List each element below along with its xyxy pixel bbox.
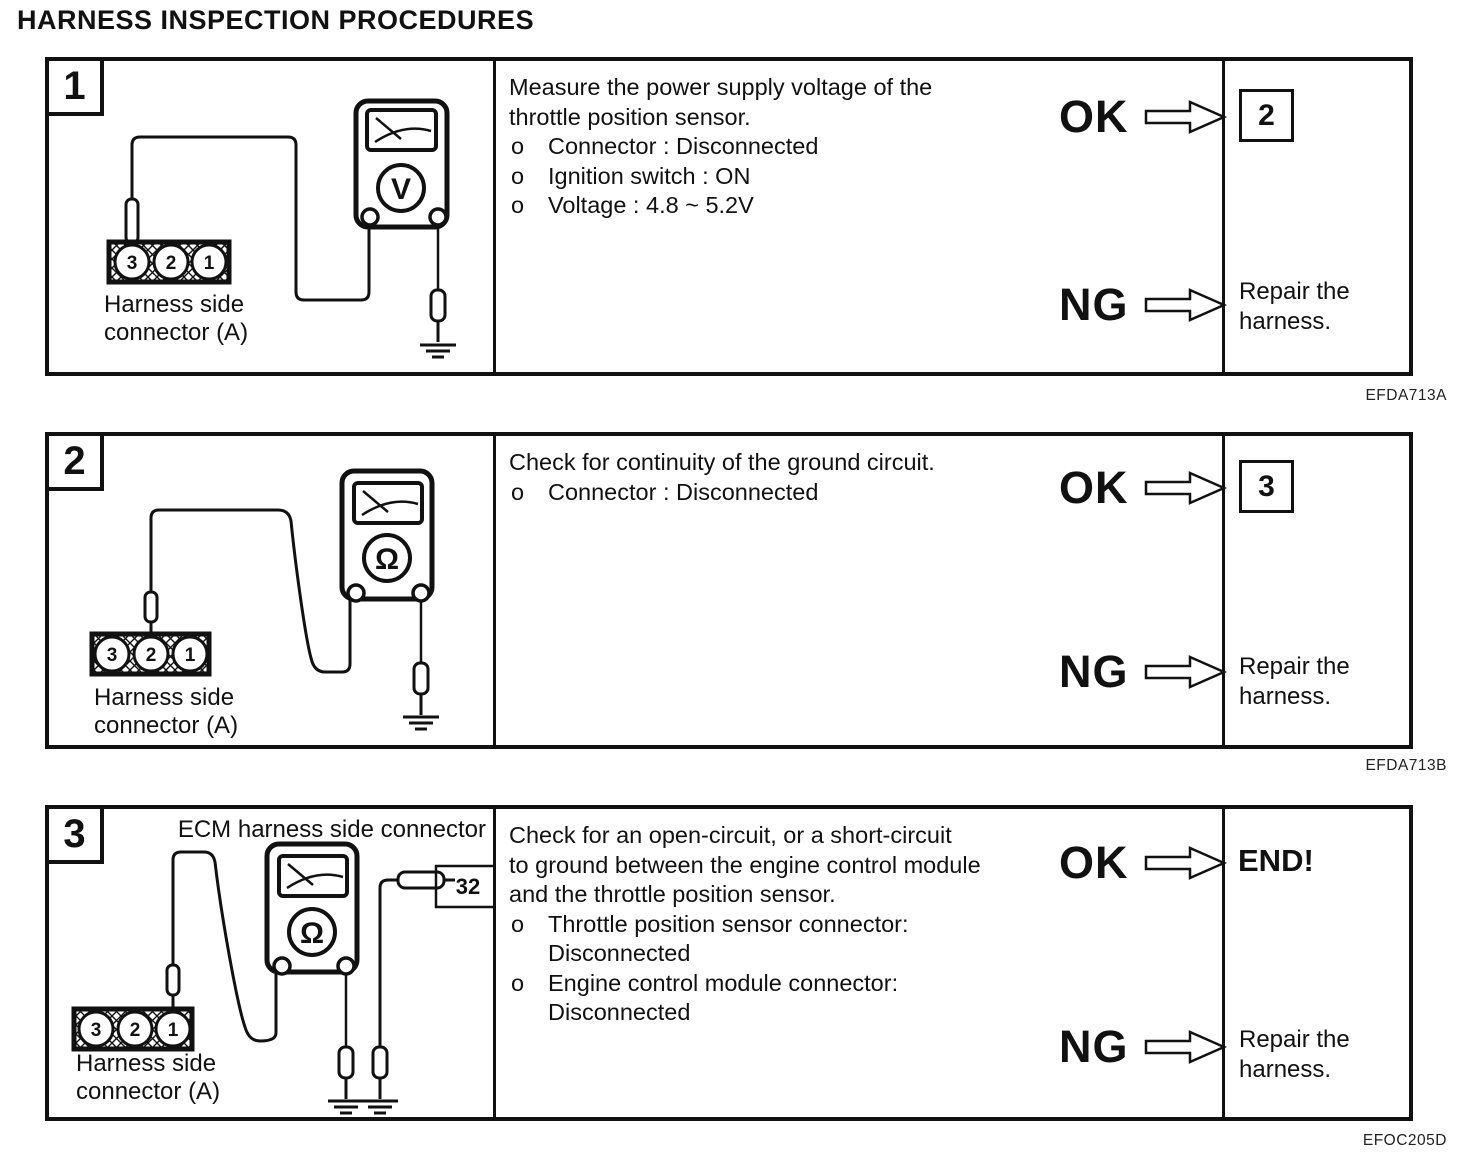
ng-result-line: Repair the [1239, 653, 1350, 680]
pin-number: 3 [106, 645, 118, 666]
diagram-cell-2 [49, 436, 496, 745]
diagram-cell-1 [49, 61, 496, 372]
condition-text [548, 969, 898, 1028]
harness-connector-icon [74, 1009, 192, 1049]
figure-reference-code: EFDA713A [1365, 387, 1447, 404]
ground-symbol-icon [328, 1101, 364, 1113]
probe-icon [167, 965, 179, 995]
result-cell-1 [1229, 61, 1409, 372]
meter-mode-symbol: V [390, 173, 412, 206]
ng-result-line: Repair the [1239, 278, 1350, 305]
right-arrow-icon [1144, 99, 1228, 135]
end-result-label: END! [1238, 843, 1314, 878]
pin-number: 1 [184, 645, 196, 666]
page-title: HARNESS INSPECTION PROCEDURES [17, 5, 535, 35]
condition-item [509, 162, 1222, 192]
procedure-box-1 [45, 57, 1413, 376]
bullet-marker: o [511, 969, 525, 996]
multimeter-icon [267, 844, 357, 974]
ground-symbol-icon [420, 345, 456, 357]
bullet-marker: o [511, 133, 525, 159]
ng-branch [1059, 1021, 1228, 1073]
bullet-marker: o [511, 192, 525, 218]
ng-result-text [1239, 277, 1389, 336]
right-arrow-icon [1144, 287, 1228, 323]
ground-symbol-icon [362, 1101, 398, 1113]
ohmmeter-test-diagram [49, 436, 493, 745]
meter-terminal-right [338, 958, 354, 974]
harness-connector-icon [109, 242, 229, 282]
description-line: throttle position sensor. [509, 103, 751, 130]
description-line: Measure the power supply voltage of the [509, 74, 933, 100]
ng-label: NG [1059, 1021, 1129, 1072]
multimeter-icon [356, 101, 447, 227]
figure-reference-code: EFDA713B [1365, 757, 1447, 774]
probe-icon [431, 290, 445, 321]
connector-label-line2: connector (A) [94, 712, 239, 739]
condition-item [509, 969, 1222, 1028]
probe-icon [126, 199, 138, 243]
result-cell-3 [1229, 809, 1409, 1117]
condition-text: Ignition switch : ON [548, 162, 751, 189]
ng-result-text [1239, 652, 1389, 711]
step-number-badge: 2 [45, 432, 104, 491]
ok-branch [1059, 462, 1228, 514]
condition-item [509, 910, 1222, 969]
description-line: Check for continuity of the ground circuit. [509, 449, 935, 475]
ecm-pin-box [436, 866, 493, 907]
ok-label: OK [1059, 91, 1129, 142]
procedure-box-2 [45, 432, 1413, 749]
condition-text [548, 910, 909, 969]
ng-branch [1059, 279, 1228, 331]
condition-line: Disconnected [548, 999, 691, 1025]
step-number-badge: 1 [45, 57, 104, 116]
right-arrow-icon [1144, 1029, 1228, 1065]
meter-mode-symbol: Ω [299, 917, 325, 950]
ng-result-line: harness. [1239, 682, 1332, 710]
pin-number: 3 [126, 253, 138, 274]
description-line: Check for an open-circuit, or a short-circuit [509, 822, 952, 848]
pin-number: 2 [145, 645, 157, 666]
bullet-marker: o [511, 910, 525, 937]
pin-number: 2 [165, 253, 177, 274]
right-arrow-icon [1144, 470, 1228, 506]
pin-number: 2 [129, 1020, 141, 1041]
condition-line: Engine control module connector: [548, 969, 899, 996]
probe-icon [339, 1047, 353, 1078]
bullet-marker: o [511, 162, 525, 189]
right-arrow-icon [1144, 654, 1228, 690]
condition-line: Throttle position sensor connector: [548, 910, 909, 937]
ok-label: OK [1059, 837, 1129, 888]
ok-label: OK [1059, 462, 1129, 513]
ng-label: NG [1059, 279, 1129, 330]
figure-reference-code: EFOC205D [1362, 1132, 1447, 1149]
ecm-connector-label: ECM harness side connector [177, 816, 486, 843]
meter-terminal-left [348, 585, 364, 601]
harness-connector-icon [92, 634, 209, 674]
condition-text: Voltage : 4.8 ~ 5.2V [548, 192, 754, 218]
multimeter-icon [342, 471, 432, 601]
ground-symbol-icon [403, 717, 439, 729]
ng-branch [1059, 646, 1228, 698]
next-step-badge: 2 [1239, 89, 1294, 142]
meter-terminal-left [362, 209, 378, 225]
connector-label-line2: connector (A) [104, 319, 249, 346]
condition-text: Connector : Disconnected [548, 133, 819, 159]
probe-icon [145, 592, 157, 622]
connector-label-line2: connector (A) [76, 1078, 221, 1105]
next-step-badge: 3 [1239, 460, 1294, 513]
connector-label-line1: Harness side [104, 291, 245, 318]
condition-line: Disconnected [548, 940, 691, 966]
meter-mode-symbol: Ω [374, 543, 400, 576]
pin-number: 1 [167, 1020, 179, 1041]
ground-lead [420, 225, 456, 357]
ohmmeter-ecm-test-diagram [49, 809, 493, 1117]
pin-number: 3 [90, 1020, 102, 1041]
pin-number: 1 [203, 253, 215, 274]
result-cell-2 [1229, 436, 1409, 745]
meter-terminal-left [274, 958, 290, 974]
procedure-box-3 [45, 805, 1413, 1121]
connector-label-line1: Harness side [76, 1050, 217, 1077]
ng-result-text [1239, 1025, 1389, 1084]
probe-icon [414, 663, 428, 694]
ng-result-line: harness. [1239, 307, 1332, 335]
connector-label-line1: Harness side [94, 684, 235, 711]
ok-branch [1059, 837, 1228, 889]
diagram-cell-3 [49, 809, 496, 1117]
meter-terminal-right [430, 209, 446, 225]
description-line: and the throttle position sensor. [509, 881, 836, 907]
description-line: to ground between the engine control module [509, 851, 981, 878]
meter-terminal-right [413, 585, 429, 601]
step-number-badge: 3 [45, 805, 104, 864]
condition-item [509, 191, 1222, 221]
ng-result-line: Repair the [1239, 1026, 1350, 1053]
ng-result-line: harness. [1239, 1055, 1332, 1083]
ecm-pin-number: 32 [455, 874, 481, 899]
ng-label: NG [1059, 646, 1129, 697]
ground-lead [403, 601, 439, 729]
bullet-marker: o [511, 478, 525, 505]
probe-icon [373, 1047, 387, 1078]
ground-lead [328, 974, 364, 1113]
ok-branch [1059, 91, 1228, 143]
condition-text: Connector : Disconnected [548, 478, 819, 505]
voltmeter-test-diagram [49, 61, 493, 372]
right-arrow-icon [1144, 845, 1228, 881]
